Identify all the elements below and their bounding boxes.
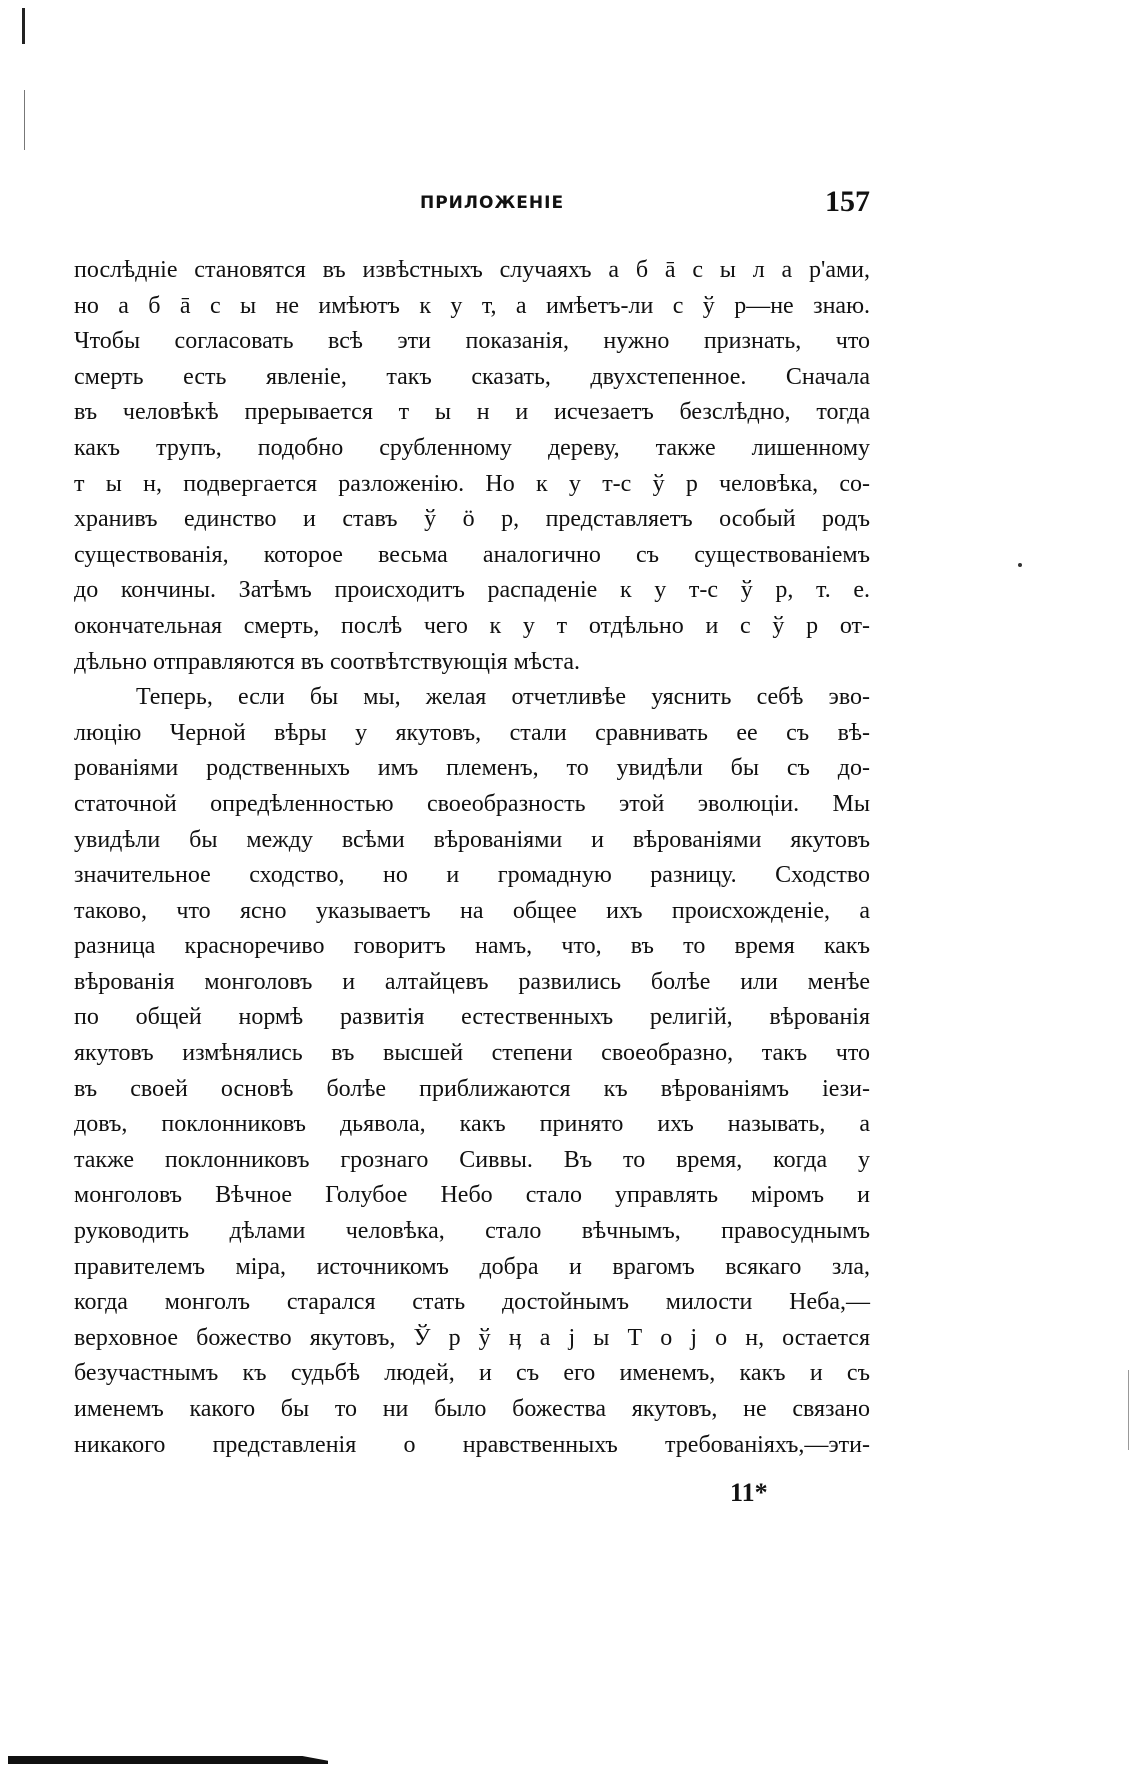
scan-edge-line-right: [1128, 1370, 1129, 1450]
text-line: статочной опредѣленностью своеобразность этой эволюціи. Мы: [74, 790, 870, 817]
text-line: верховное божество якутовъ, Ў р ў ӊ а ј ы Т о ј о н, остается: [74, 1324, 870, 1351]
paragraph-1: [74, 253, 870, 680]
text-line: вѣрованія монголовъ и алтайцевъ развились болѣе или менѣе: [74, 968, 870, 995]
text-line: рованіями родственныхъ имъ племенъ, то увидѣли бы съ до-: [74, 755, 870, 782]
text-line: люцію Черной вѣры у якутовъ, стали сравнивать ее съ вѣ-: [74, 719, 870, 746]
text-line: именемъ какого бы то ни было божества якутовъ, не связано: [74, 1396, 870, 1422]
running-head: ПРИЛОЖЕНІЕ: [420, 193, 565, 213]
text-line: безучастнымъ къ судьбѣ людей, и съ его именемъ, какъ и съ: [74, 1360, 870, 1387]
text-line: когда монголъ старался стать достойнымъ милости Неба,—: [74, 1289, 870, 1316]
page-body: [74, 253, 870, 1463]
text-line: увидѣли бы между всѣми вѣрованіями и вѣрованіями якутовъ: [74, 826, 870, 853]
text-line: смерть есть явленіе, такъ сказать, двухстепенное. Сначала: [74, 363, 870, 390]
paragraph-2: [74, 680, 870, 1463]
text-line: значительное сходство, но и громадную разницу. Сходство: [74, 862, 870, 889]
text-line: какъ трупъ, подобно срубленному дереву, также лишенному: [74, 434, 870, 461]
text-line: якутовъ измѣнялись въ высшей степени своеобразно, такъ что: [74, 1040, 870, 1067]
text-line: до кончины. Затѣмъ происходитъ распаденіе к у т-с ў р, т. е.: [74, 577, 870, 604]
text-line: дѣльно отправляются въ соотвѣтствующія мѣста.: [74, 648, 580, 675]
scan-dot: [1018, 563, 1022, 567]
text-line: также поклонниковъ грознаго Сиввы. Въ то время, когда у: [74, 1146, 870, 1173]
signature-mark: 11*: [730, 1478, 768, 1507]
text-line: въ своей основѣ болѣе приближаются къ вѣрованіямъ іези-: [74, 1075, 870, 1102]
page-number: 157: [825, 185, 870, 218]
text-line: т ы н, подвергается разложенію. Но к у т-с ў р человѣка, со-: [74, 470, 870, 497]
text-line: существованія, которое весьма аналогично съ существованіемъ: [74, 541, 870, 568]
scan-edge-mark: [22, 8, 25, 44]
text-line: послѣднiе становятся въ извѣстныхъ случаяхъ а б ā с ы л а р'ами,: [74, 257, 870, 283]
text-line: хранивъ единство и ставъ ў ö р, представляетъ особый родъ: [74, 506, 870, 533]
text-line: но а б ā с ы не имѣютъ к у т, а имѣетъ-ли с ў р—не знаю.: [74, 292, 870, 319]
text-line: руководить дѣлами человѣка, стало вѣчнымъ, правосуднымъ: [74, 1218, 870, 1245]
page-header: [75, 185, 870, 221]
text-line: никакого представленія о нравственныхъ требованіяхъ,—эти-: [74, 1431, 870, 1458]
scan-edge-line: [24, 90, 25, 150]
text-line: довъ, поклонниковъ дьявола, какъ принято ихъ называть, а: [74, 1111, 870, 1138]
text-line: правителемъ міра, источникомъ добра и врагомъ всякаго зла,: [74, 1253, 870, 1280]
scan-bottom-bar: [8, 1756, 328, 1764]
text-line: Теперь, если бы мы, желая отчетливѣе уяснить себѣ эво-: [136, 684, 870, 711]
text-line: по общей нормѣ развитія естественныхъ религій, вѣрованія: [74, 1004, 870, 1031]
text-line: монголовъ Вѣчное Голубое Небо стало управлять міромъ и: [74, 1182, 870, 1209]
text-line: въ человѣкѣ прерывается т ы н и исчезаетъ безслѣдно, тогда: [74, 399, 870, 426]
text-line: разница красноречиво говоритъ намъ, что, въ то время какъ: [74, 933, 870, 960]
text-line: таково, что ясно указываетъ на общее ихъ происхожденіе, а: [74, 897, 870, 924]
text-line: окончательная смерть, послѣ чего к у т отдѣльно и с ў р от-: [74, 612, 870, 639]
text-line: Чтобы согласовать всѣ эти показанія, нужно признать, что: [74, 328, 870, 355]
